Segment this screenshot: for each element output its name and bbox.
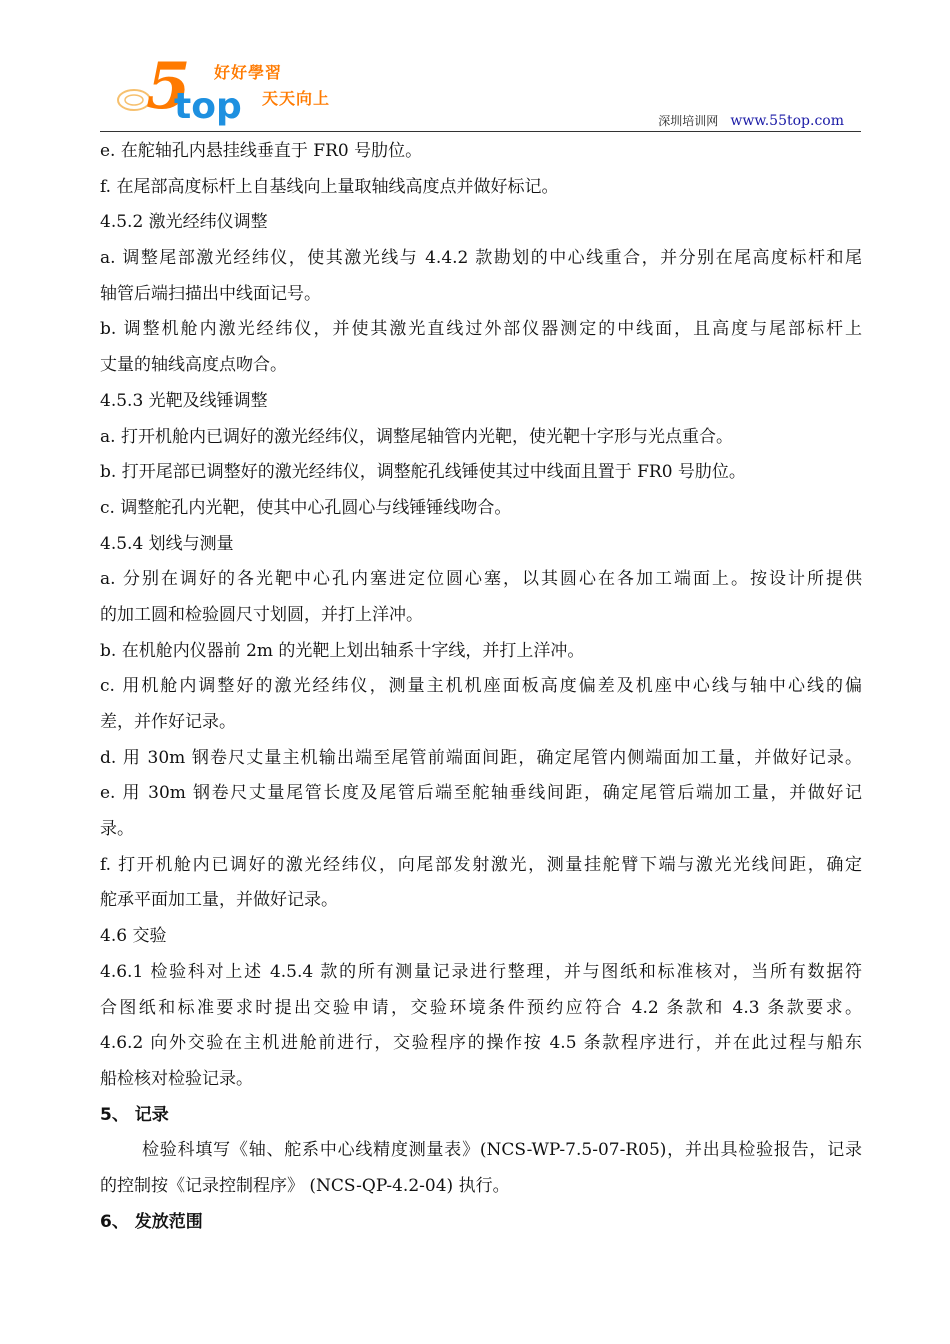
section-5-heading: 5、 记录 (100, 1104, 169, 1125)
text-line: 4.6.2 向外交验在主机进舱前进行，交验程序的操作按 4.5 条款程序进行，并在此过程与船东 (100, 1033, 862, 1054)
site-url-link[interactable]: www.55top.com (730, 113, 844, 129)
subsection-heading: 4.5.3 光靶及线锤调整 (100, 390, 268, 411)
site-logo[interactable] (112, 50, 342, 130)
text-line: 录。 (100, 819, 134, 840)
text-line: a. 调整尾部激光经纬仪，使其激光线与 4.4.2 款勘划的中心线重合，并分别在尾高度标杆和尾 (100, 248, 862, 269)
text-line: 4.6.1 检验科对上述 4.5.4 款的所有测量记录进行整理，并与图纸和标准核对，当所有数据符 (100, 961, 862, 982)
subsection-heading: 4.5.4 划线与测量 (100, 533, 234, 554)
text-line: 检验科填写《轴、舵系中心线精度测量表》(NCS-WP-7.5-07-R05)，并出具检验报告，记录 (142, 1140, 862, 1161)
text-line: 差，并作好记录。 (100, 712, 236, 732)
header-site-info (658, 112, 844, 129)
text-line: 合图纸和标准要求时提出交验申请，交验环境条件预约应符合 4.2 条款和 4.3 条款要求。 (100, 997, 862, 1018)
subsection-heading: 4.6 交验 (100, 926, 167, 947)
text-line: f. 打开机舱内已调好的激光经纬仪，向尾部发射激光，测量挂舵臂下端与激光光线间距，确定 (100, 854, 862, 875)
header-divider (100, 131, 861, 132)
logo-five-glyph: 5 (146, 50, 191, 124)
logo-top-glyph: top (174, 86, 242, 127)
text-line: e. 在舵轴孔内悬挂线垂直于 FR0 号肋位。 (100, 141, 423, 161)
text-line: b. 调整机舱内激光经纬仪，并使其激光直线过外部仪器测定的中线面，且高度与尾部标杆上 (100, 319, 862, 340)
document-body (100, 134, 862, 1240)
text-line: 船检核对检验记录。 (100, 1068, 253, 1089)
text-line: 轴管后端扫描出中线面记号。 (100, 283, 321, 304)
section-6-heading: 6、 发放范围 (100, 1211, 203, 1232)
text-line: c. 用机舱内调整好的激光经纬仪，测量主机机座面板高度偏差及机座中心线与轴中心线的偏 (100, 676, 862, 697)
text-line: d. 用 30m 钢卷尺丈量主机输出端至尾管前端面间距，确定尾管内侧端面加工量，并做好记录。 (100, 747, 862, 768)
text-line: b. 在机舱内仪器前 2m 的光靶上划出轴系十字线，并打上洋冲。 (100, 640, 585, 661)
logo-slogan-2: 天天向上 (262, 89, 331, 108)
text-line: 舵承平面加工量，并做好记录。 (100, 890, 338, 911)
text-line: 的控制按《记录控制程序》 (NCS-QP-4.2-04) 执行。 (100, 1175, 510, 1196)
text-line: a. 打开机舱内已调好的激光经纬仪，调整尾轴管内光靶，使光靶十字形与光点重合。 (100, 426, 733, 447)
text-line: c. 调整舵孔内光靶，使其中心孔圆心与线锤锤线吻合。 (100, 497, 512, 518)
subsection-heading: 4.5.2 激光经纬仪调整 (100, 212, 268, 233)
text-line: a. 分别在调好的各光靶中心孔内塞进定位圆心塞，以其圆心在各加工端面上。按设计所提供 (100, 569, 862, 590)
text-line: e. 用 30m 钢卷尺丈量尾管长度及尾管后端至舵轴垂线间距，确定尾管后端加工量，并做好记 (100, 783, 862, 804)
text-line: f. 在尾部高度标杆上自基线向上量取轴线高度点并做好标记。 (100, 176, 559, 197)
site-name: 深圳培训网 (658, 114, 719, 128)
logo-slogan-1: 好好學習 (214, 63, 283, 82)
text-line: 的加工圆和检验圆尺寸划圆，并打上洋冲。 (100, 604, 423, 625)
text-line: 丈量的轴线高度点吻合。 (100, 355, 287, 376)
text-line: b. 打开尾部已调整好的激光经纬仪，调整舵孔线锤使其过中线面且置于 FR0 号肋位。 (100, 462, 746, 483)
